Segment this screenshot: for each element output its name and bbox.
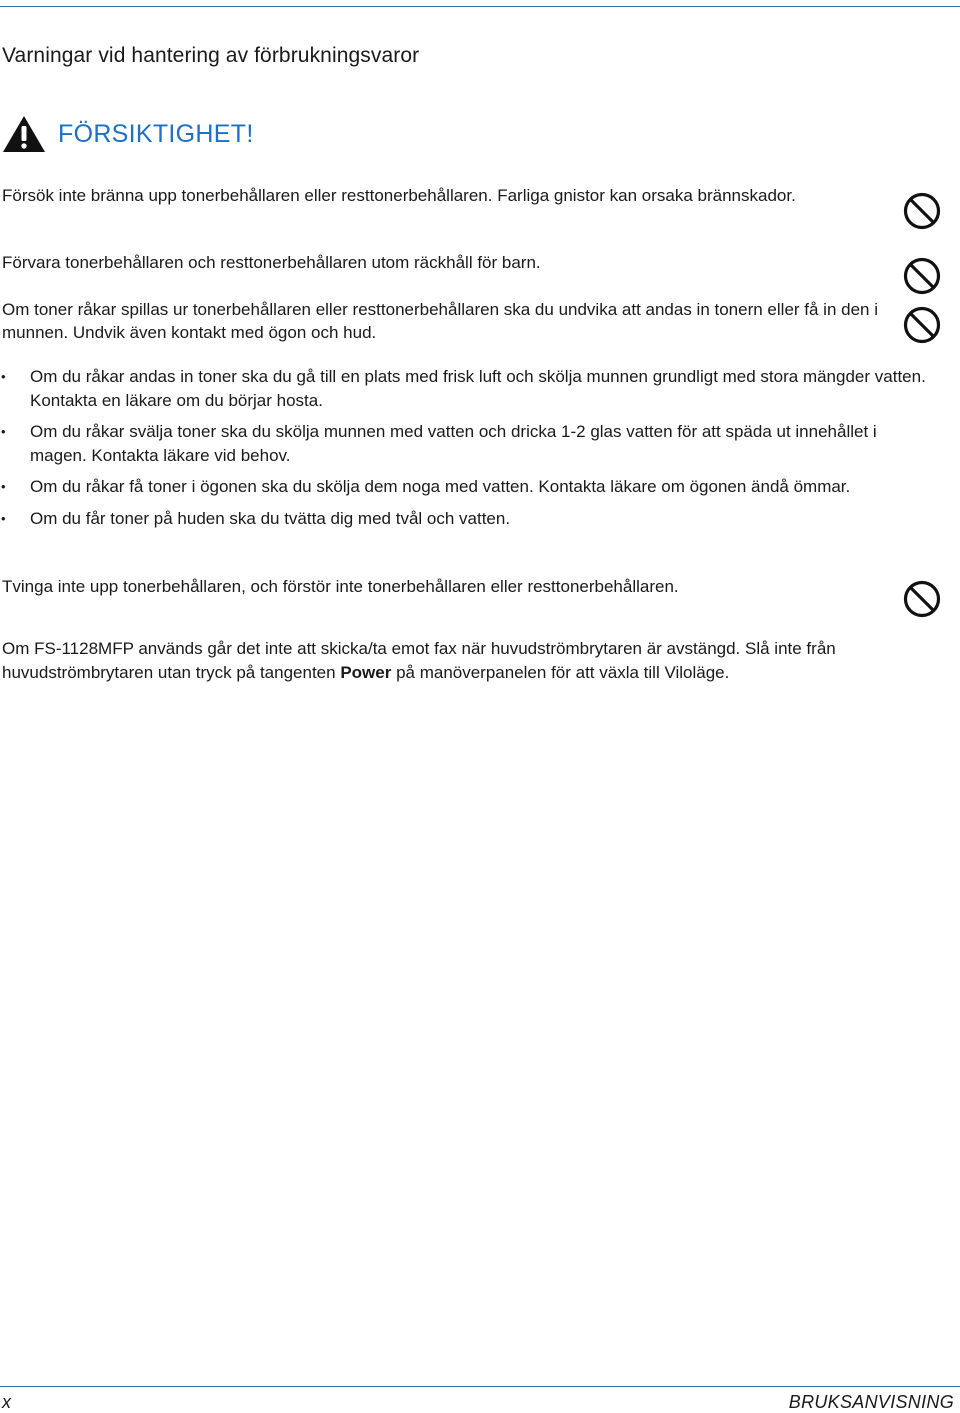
paragraph-children: Förvara tonerbehållaren och resttonerbehållaren utom räckhåll för barn. — [2, 253, 541, 272]
list-item: • Om du råkar svälja toner ska du skölja munnen med vatten och dricka 1-2 glas vatten för att späda ut innehållet i magen. Kontakta läkare vid behov. — [1, 422, 877, 465]
bullet-glyph: • — [1, 369, 6, 384]
caution-header — [2, 114, 254, 154]
paragraph-fire: Försök inte bränna upp tonerbehållaren eller resttonerbehållaren. Farliga gnistor kan orsaka brännskador. — [2, 186, 796, 205]
page-heading: Varningar vid hantering av förbrukningsvaror — [2, 44, 420, 67]
prohibition-icon — [903, 257, 941, 295]
prohibition-icon — [903, 306, 941, 344]
warning-triangle-icon — [2, 115, 46, 153]
bullet-glyph: • — [1, 510, 6, 526]
bullet-glyph: • — [1, 424, 6, 439]
first-aid-list — [0, 365, 930, 538]
paragraph-force-open: Tvinga inte upp tonerbehållaren, och förstör inte tonerbehållaren eller resttonerbehållaren. — [2, 577, 679, 596]
power-key-label: Power — [340, 663, 392, 682]
prohibition-icon — [903, 580, 941, 618]
manual-title: BRUKSANVISNING — [788, 1392, 954, 1412]
prohibition-icon — [903, 192, 941, 230]
paragraph-spill: Om toner råkar spillas ur tonerbehållaren eller resttonerbehållaren ska du undvika att andas in tonern eller få in den i munnen. Undvik även kontakt med ögon och hud. — [2, 300, 878, 342]
list-item: • Om du råkar andas in toner ska du gå till en plats med frisk luft och skölja munnen grundligt med stora mängder vatten. Kontakta en läkare om du börjar hosta. — [1, 367, 926, 410]
top-rule — [0, 6, 960, 7]
list-item: • Om du råkar få toner i ögonen ska du skölja dem noga med vatten. Kontakta läkare om ögonen ändå ömmar. — [0, 475, 930, 499]
list-item: • Om du får toner på huden ska du tvätta dig med tvål och vatten. — [0, 507, 930, 531]
paragraph-power: Om FS-1128MFP används går det inte att skicka/ta emot fax när huvudströmbrytaren är avstängd. Slå inte från huvudströmbrytaren utan tryck på tangenten Power på manöverpanelen för att växla till Viloläge. — [2, 639, 836, 682]
page-number: x — [2, 1392, 11, 1412]
caution-title: FÖRSIKTIGHET! — [58, 119, 254, 148]
bullet-glyph: • — [1, 479, 6, 494]
bottom-rule — [0, 1386, 960, 1387]
